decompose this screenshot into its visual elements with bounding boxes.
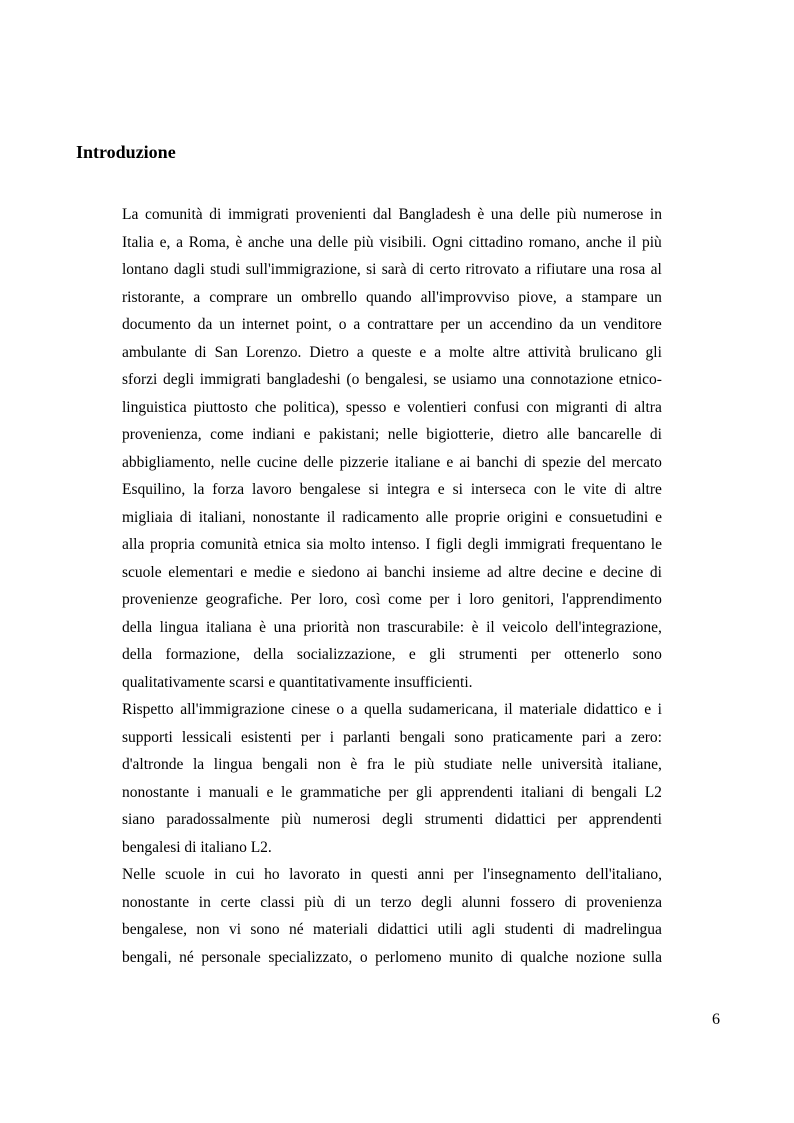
text-line: Italia e, a Roma, è anche una delle più visibili. Ogni cittadino romano, anche il più: [122, 233, 662, 251]
text-line: provenienza, come indiani e pakistani; nelle bigiotterie, dietro alle bancarelle di: [122, 426, 662, 443]
text-line: migliaia di italiani, nonostante il radicamento alle proprie origini e consuetudini e: [122, 508, 662, 526]
text-line: documento da un internet point, o a contrattare per un accendino da un venditore: [122, 316, 662, 333]
text-line: alla propria comunità etnica sia molto intenso. I figli degli immigrati frequentano le: [122, 536, 662, 553]
text-line: della lingua italiana è una priorità non trascurabile: è il veicolo dell'integrazione,: [122, 618, 662, 636]
text-line: bengalese, non vi sono né materiali didattici utili agli studenti di madrelingua: [122, 921, 662, 938]
text-line: nonostante in certe classi più di un terzo degli alunni fossero di provenienza: [122, 893, 662, 911]
text-line: sforzi degli immigrati bangladeshi (o bengalesi, se usiamo una connotazione etnico-: [122, 371, 662, 388]
text-line: linguistica piuttosto che politica), spesso e volentieri confusi con migranti di altra: [122, 398, 662, 416]
text-line: Esquilino, la forza lavoro bengalese si integra e si interseca con le vite di altre: [122, 481, 662, 498]
text-line: bengalesi di italiano L2.: [122, 838, 272, 856]
text-line: della formazione, della socializzazione, e gli strumenti per ottenerlo sono: [122, 646, 662, 663]
text-line: provenienze geografiche. Per loro, così come per i loro genitori, l'apprendimento: [122, 591, 662, 608]
text-line: supporti lessicali esistenti per i parlanti bengali sono praticamente pari a zero:: [122, 728, 662, 746]
text-line: ambulante di San Lorenzo. Dietro a queste e a molte altre attività brulicano gli: [122, 343, 662, 361]
text-line: La comunità di immigrati provenienti dal Bangladesh è una delle più numerose in: [122, 206, 662, 223]
text-line: Nelle scuole in cui ho lavorato in questi anni per l'insegnamento dell'italiano,: [122, 866, 662, 883]
section-heading: Introduzione: [76, 142, 176, 162]
text-line: d'altronde la lingua bengali non è fra le più studiate nelle università italiane,: [122, 756, 662, 773]
text-line: qualitativamente scarsi e quantitativamente insufficienti.: [122, 673, 473, 691]
text-line: nonostante i manuali e le grammatiche per gli apprendenti italiani di bengali L2: [122, 783, 662, 801]
page-number: 6: [712, 1011, 720, 1028]
body-text: [122, 201, 662, 971]
text-line: abbigliamento, nelle cucine delle pizzerie italiane e ai banchi di spezie del mercato: [122, 453, 662, 471]
text-line: lontano dagli studi sull'immigrazione, si sarà di certo ritrovato a rifiutare una rosa al: [122, 261, 662, 278]
text-line: siano paradossalmente più numerosi degli strumenti didattici per apprendenti: [122, 811, 662, 828]
text-line: scuole elementari e medie e siedono ai banchi insieme ad altre decine e decine di: [122, 563, 662, 581]
text-line: ristorante, a comprare un ombrello quando all'improvviso piove, a stampare un: [122, 288, 662, 306]
text-line: Rispetto all'immigrazione cinese o a quella sudamericana, il materiale didattico e i: [122, 701, 662, 718]
text-line: bengali, né personale specializzato, o perlomeno munito di qualche nozione sulla: [122, 948, 662, 966]
